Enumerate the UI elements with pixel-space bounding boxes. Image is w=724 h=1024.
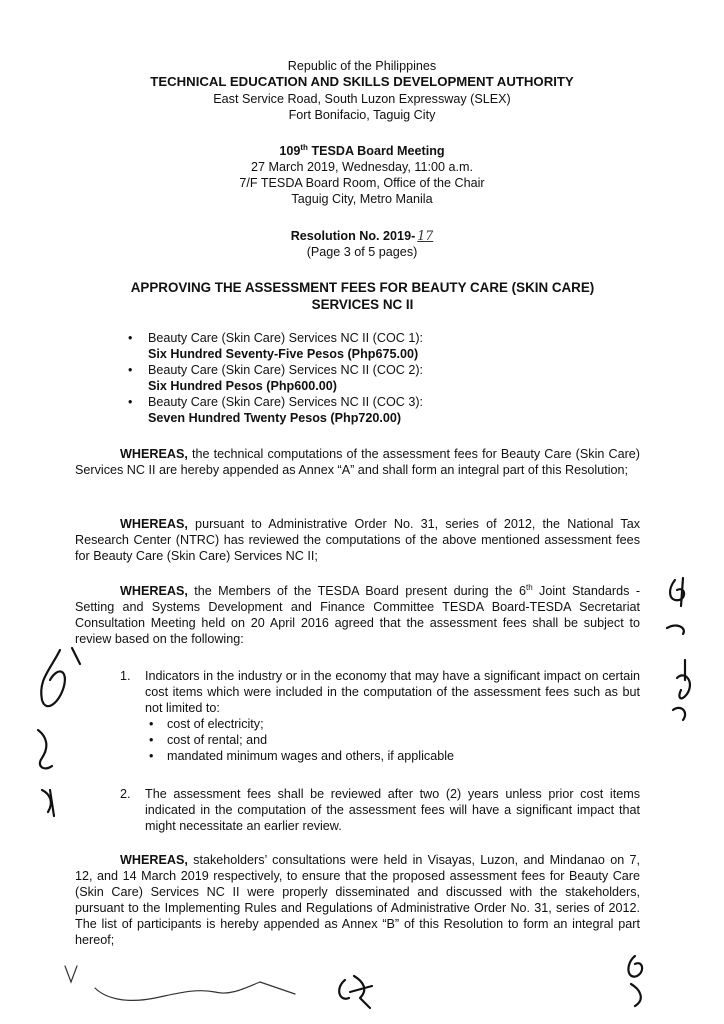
resolution-number: 17 [417,228,434,243]
criteria-number: 2. [120,787,131,801]
left-margin-initials [20,640,90,820]
fee-label: Beauty Care (Skin Care) Services NC II (COC 1): [148,331,424,345]
whereas-text-b: Joint Standards - Setting and Systems Development and Finance Committee TESDA Board-TESDA Secretariat Consultation Meeting held on 20 April 2016 agreed that the assessment fees shall be subject to review based on the following: [75,584,641,646]
criteria-text: Indicators in the industry or in the economy that may have a significant impact on certain cost items which were included in the computation of the assessment fees such as but not limited to: [145,669,640,715]
title-line-2: SERVICES NC II [311,297,414,312]
fee-amount: Six Hundred Seventy-Five Pesos (Php675.00) [148,347,419,361]
fee-item [128,330,568,362]
header-republic: Republic of the Philippines [287,59,437,73]
whereas-paragraph-3 [75,583,640,647]
whereas-text: stakeholders’ consultations were held in Visayas, Luzon, and Mindanao on 7, 12, and 14 March 2019 respectively, to ensure that the proposed assessment fees for Beauty Care (Skin Care) Services NC II were properly disseminated and discussed with the stakeholders, pursuant to the Implementing Rules and Regulations of Administrative Order No. 31, series of 2012. The list of participants is hereby appended as Annex “B” of this Resolution to form an integral part hereof; [75,853,640,947]
fee-item [128,394,568,426]
resolution-page: (Page 3 of 5 pages) [306,245,418,259]
fee-item [128,362,568,394]
sub-bullet-text: cost of rental; and [167,733,268,747]
sub-bullet-item [145,748,640,764]
bullet-icon: • [128,395,133,409]
meeting-title [0,143,724,159]
whereas-lead: WHEREAS, [120,447,188,461]
criteria-number: 1. [120,669,131,683]
bullet-icon: • [128,363,133,377]
criteria-item-1 [120,668,640,764]
whereas-text: the technical computations of the assessment fees for Beauty Care (Skin Care) Services NC II are hereby appended as Annex “A” and shall form an integral part of this Resolution; [75,447,640,477]
whereas-paragraph-1 [75,446,640,478]
header-address-2: Fort Bonifacio, Taguig City [288,108,436,122]
criteria-text: The assessment fees shall be reviewed after two (2) years unless prior cost items indicated in the computation of the assessment fees will have a significant impact that might necessitate an earlier review. [145,787,640,833]
header-agency: TECHNICAL EDUCATION AND SKILLS DEVELOPMENT AUTHORITY [150,74,574,89]
whereas-lead: WHEREAS, [120,517,188,531]
signature-mark [55,958,355,1018]
criteria-list [120,668,640,834]
sub-bullet-text: cost of electricity; [167,717,264,731]
bullet-icon: • [149,733,154,747]
whereas-sup: th [525,582,533,592]
right-margin-initials [655,570,710,730]
meeting-venue: 7/F TESDA Board Room, Office of the Chair [239,176,485,190]
fee-list [128,330,568,426]
meeting-city: Taguig City, Metro Manila [291,192,433,206]
title-line-1: APPROVING THE ASSESSMENT FEES FOR BEAUTY CARE (SKIN CARE) [130,280,595,295]
fee-label: Beauty Care (Skin Care) Services NC II (COC 2): [148,363,424,377]
whereas-paragraph-2 [75,516,640,564]
whereas-text-a: the Members of the TESDA Board present during the 6 [187,584,526,598]
bullet-icon: • [149,749,154,763]
whereas-paragraph-4 [75,852,640,948]
sub-bullet-item [145,716,640,732]
header-address-1: East Service Road, South Luzon Expressway (SLEX) [213,92,511,106]
bullet-icon: • [149,717,154,731]
criteria-item-2 [120,786,640,834]
resolution-title [100,279,625,313]
resolution-label: Resolution No. 2019- [290,229,416,243]
fee-label: Beauty Care (Skin Care) Services NC II (COC 3): [148,395,424,409]
whereas-text: pursuant to Administrative Order No. 31, series of 2012, the National Tax Research Center (NTRC) has reviewed the computations of the above mentioned assessment fees for Beauty Care (Skin Care) Services NC II; [75,517,640,563]
fee-amount: Six Hundred Pesos (Php600.00) [148,379,337,393]
fee-amount: Seven Hundred Twenty Pesos (Php720.00) [148,411,402,425]
sub-bullet-item [145,732,640,748]
meeting-name: TESDA Board Meeting [311,144,445,158]
initials-mark [340,968,385,1013]
whereas-lead: WHEREAS, [120,584,188,598]
whereas-lead: WHEREAS, [120,853,188,867]
resolution-line [0,228,724,244]
meeting-date: 27 March 2019, Wednesday, 11:00 a.m. [251,160,473,174]
initials-mark [615,950,665,1010]
bullet-icon: • [128,331,133,345]
meeting-number: 109 [279,144,301,158]
meeting-ordinal: th [300,142,308,152]
sub-bullet-text: mandated minimum wages and others, if applicable [167,749,455,763]
